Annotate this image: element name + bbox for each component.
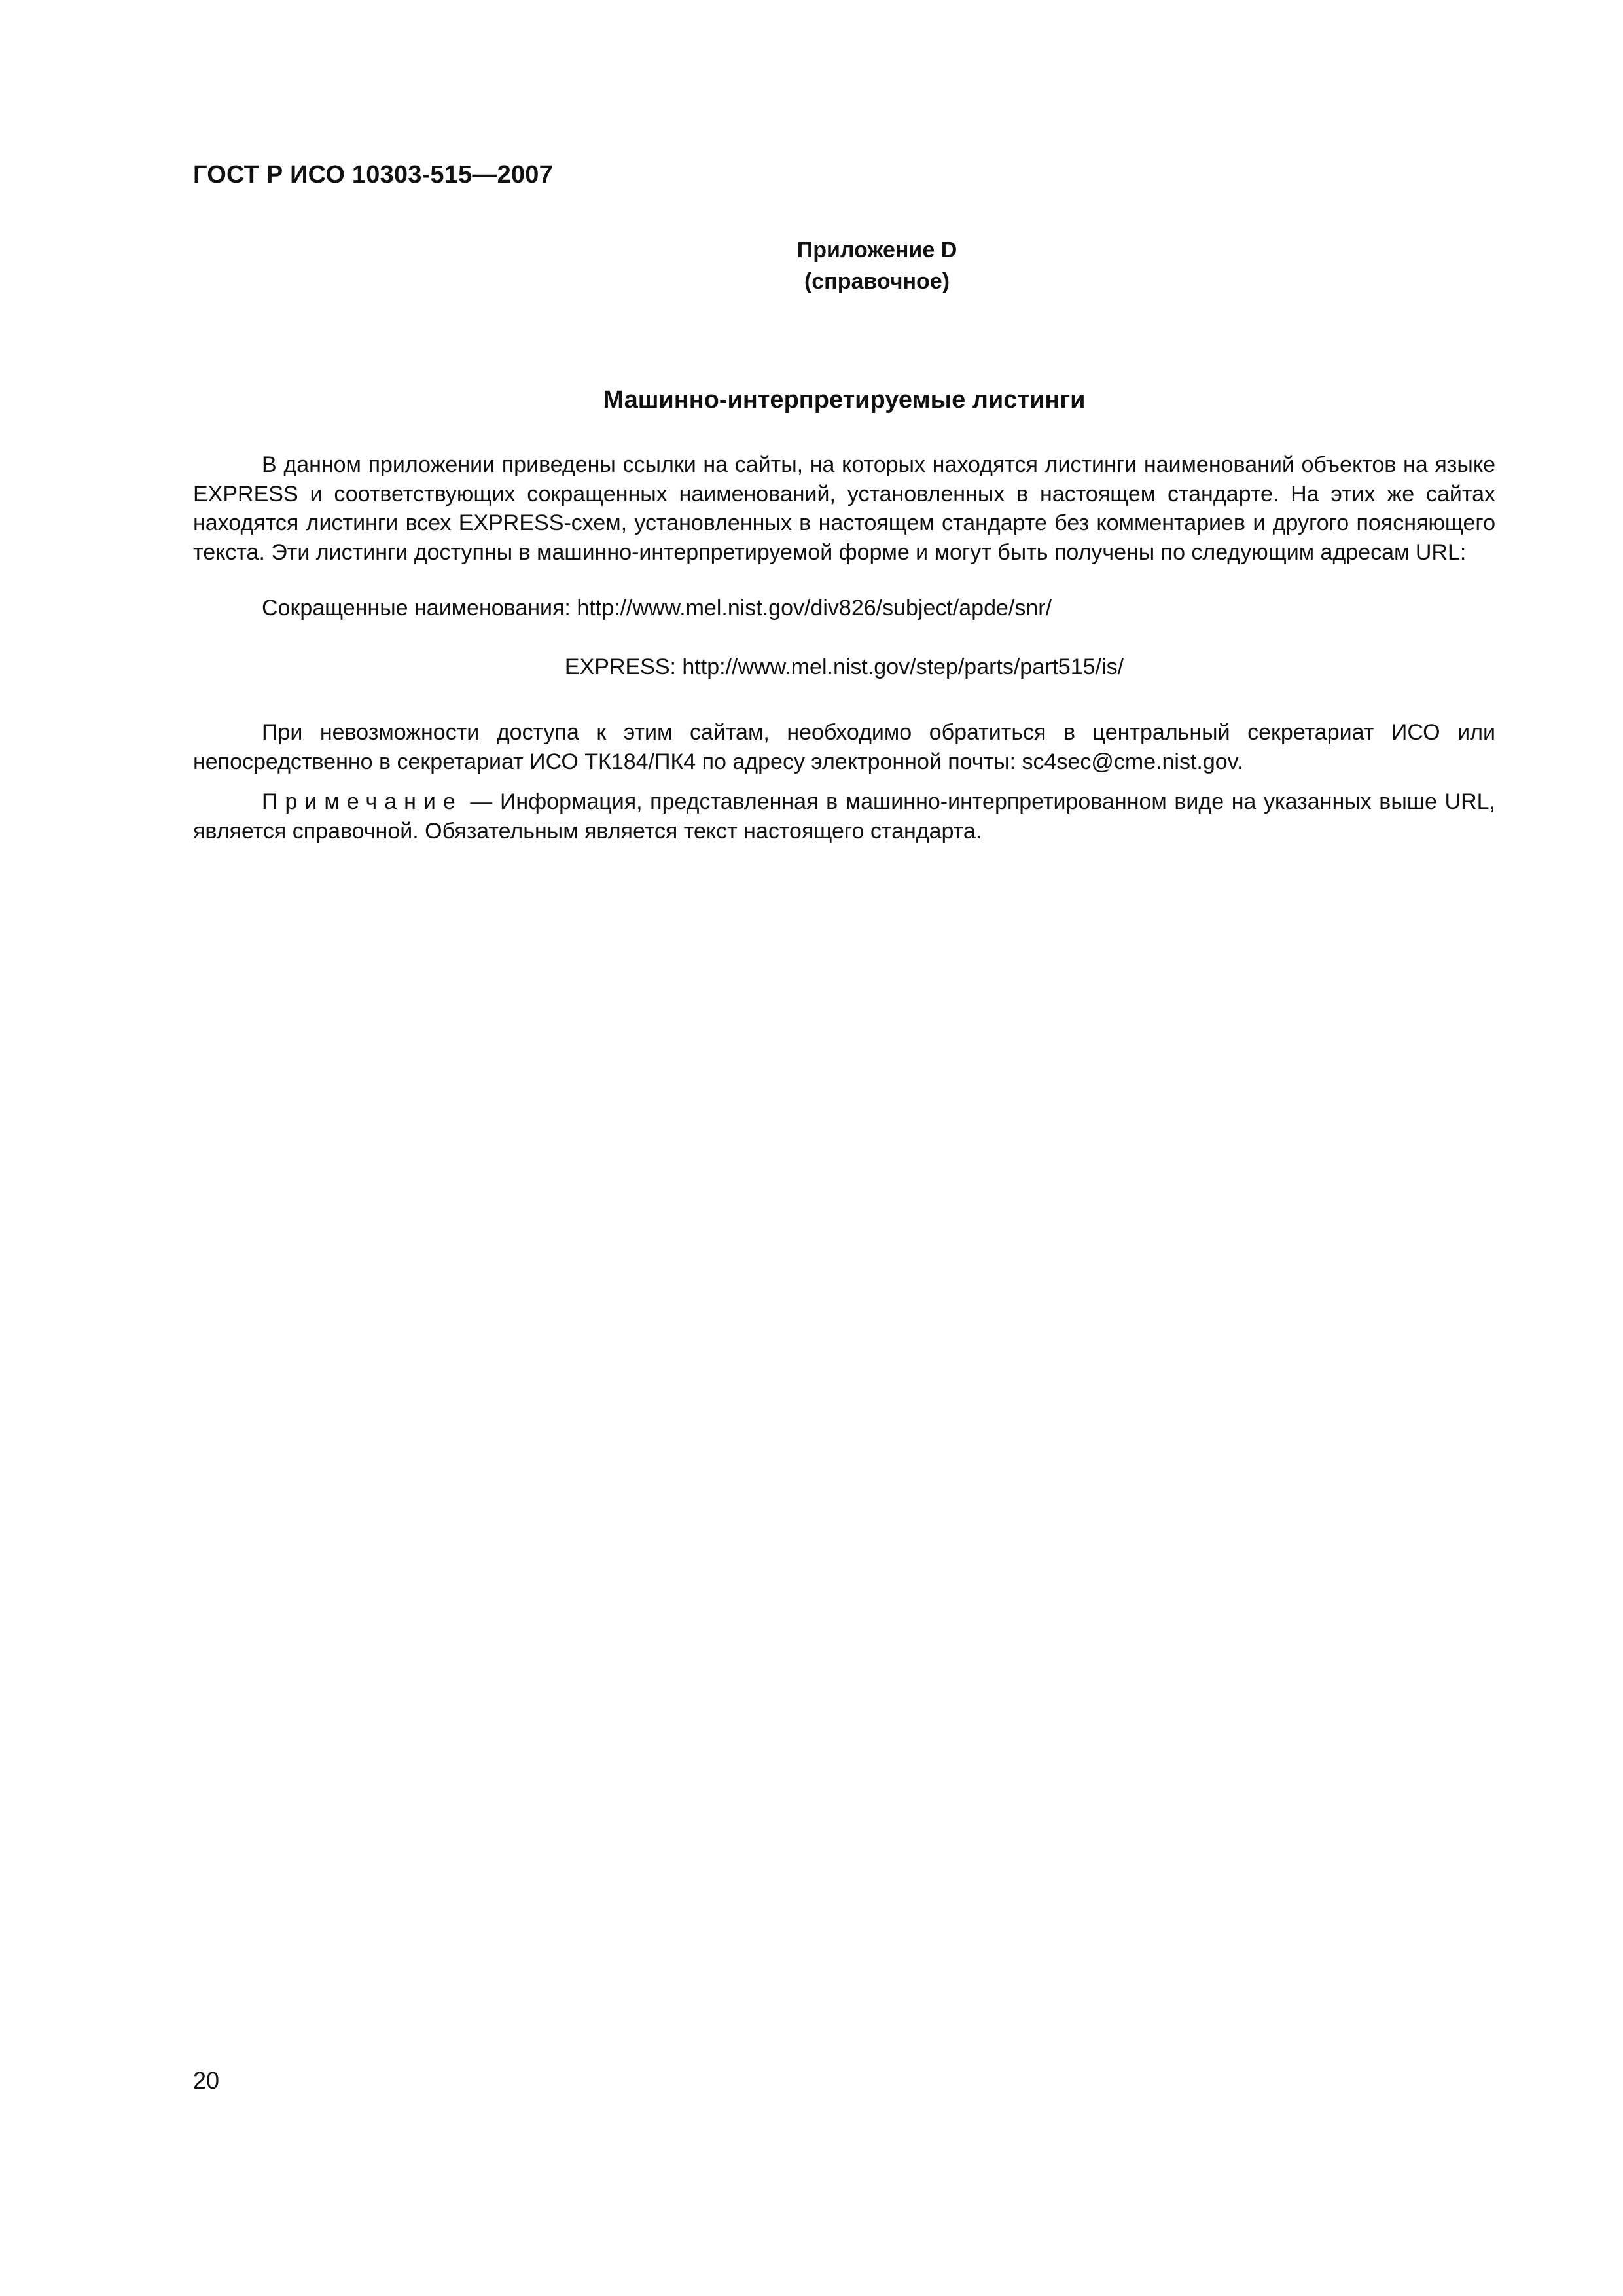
page-number: 20	[193, 2067, 220, 2094]
annex-heading	[707, 234, 1047, 297]
intro-paragraph: В данном приложении приведены ссылки на сайты, на которых находятся листинги наименований объектов на языке EXPRESS и соответствующих сокращенных наименований, установленных в настоящем стандарте. На этих же сайтах находятся листинги всех EXPRESS-схем, установленных в настоящем стандарте без комментариев и другого поясняющего текста. Эти листинги доступны в машинно-интерпретируемой форме и могут быть получены по следующим адресам URL:	[193, 452, 1495, 565]
express-url-line: EXPRESS: http://www.mel.nist.gov/step/parts/part515/is/	[564, 655, 1124, 679]
short-names-url-line: Сокращенные наименования: http://www.mel.nist.gov/div826/subject/apde/snr/	[262, 596, 1052, 620]
contact-paragraph: При невозможности доступа к этим сайтам, необходимо обратиться в центральный секретариат ИСО или непосредственно в секретариат ИСО ТК184/ПК4 по адресу электронной почты: sc4sec@cme.nist.gov.	[193, 720, 1495, 774]
annex-title: Машинно-интерпретируемые листинги	[603, 386, 1086, 414]
note-label: Примечание	[262, 789, 463, 814]
note-section	[193, 787, 1495, 846]
contact-section	[193, 718, 1495, 776]
intro-section	[193, 450, 1495, 567]
annex-status: (справочное)	[804, 269, 950, 294]
note-paragraph	[193, 787, 1495, 846]
note-text: — Информация, представленная в машинно-интерпретированном виде на указанных выше URL, является справочной. Обязательным является текст настоящего стандарта.	[193, 789, 1495, 844]
annex-label: Приложение D	[796, 238, 957, 262]
document-code-header: ГОСТ Р ИСО 10303-515—2007	[193, 161, 553, 188]
